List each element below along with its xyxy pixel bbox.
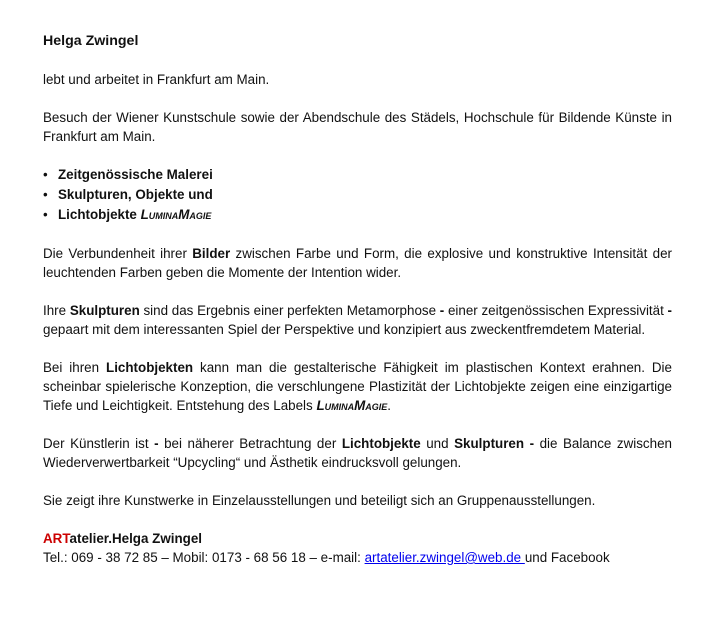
- brand-line: [43, 529, 672, 548]
- text-run: gepaart mit dem interessanten Spiel der Perspektive und konzipiert aus zweckentfremdetem Material.: [43, 322, 646, 337]
- balance-paragraph: [43, 434, 672, 472]
- education-paragraph: Besuch der Wiener Kunstschule sowie der Abendschule des Städels, Hochschule für Bildende Künste in Frankfurt am Main.: [43, 110, 672, 144]
- brand-red: ART: [43, 531, 70, 546]
- bold-dash: -: [154, 436, 159, 451]
- text-run: Bei ihren: [43, 360, 107, 375]
- bullet-icon: •: [43, 187, 48, 202]
- brand-name: atelier.Helga Zwingel: [69, 531, 202, 546]
- bold-term: Lichtobjekten: [106, 360, 194, 375]
- intro-paragraph: lebt und arbeitet in Frankfurt am Main.: [43, 72, 270, 87]
- bullet-list: [43, 165, 672, 225]
- text-run: und: [420, 436, 455, 451]
- exhibitions-paragraph: Sie zeigt ihre Kunstwerke in Einzelausstellungen und beteiligt sich an Gruppenausstellungen.: [43, 493, 596, 508]
- label-luminamagie: LuminaMagie: [140, 207, 212, 222]
- bold-term: Skulpturen: [454, 436, 525, 451]
- email-link[interactable]: artatelier.zwingel@web.de: [364, 550, 525, 565]
- list-item-text: Lichtobjekte: [58, 207, 141, 222]
- text-run: Die Verbundenheit ihrer: [43, 246, 193, 261]
- list-item: [43, 185, 672, 205]
- text-run: bei näherer Betrachtung der: [158, 436, 342, 451]
- text-run: zwischen Farbe und Form, die explosive und konstruktive Intensität der leuchtenden Farben geben die Momente der Intention wider.: [43, 246, 672, 280]
- footer: [43, 529, 672, 567]
- list-item: [43, 205, 672, 225]
- bold-term: Skulpturen: [69, 303, 140, 318]
- text-run: Ihre: [43, 303, 70, 318]
- text-run: .: [387, 398, 392, 413]
- label-luminamagie: LuminaMagie: [316, 398, 388, 413]
- contact-suffix: und Facebook: [524, 550, 610, 565]
- contact-text: Tel.: 069 - 38 72 85 – Mobil: 0173 - 68 56 18 – e-mail:: [43, 550, 365, 565]
- text-run: Der Künstlerin ist: [43, 436, 155, 451]
- sculptures-paragraph: [43, 301, 672, 339]
- document-page: [43, 32, 672, 567]
- list-item: [43, 165, 672, 185]
- page-title: Helga Zwingel: [43, 33, 139, 49]
- bold-dash: -: [529, 436, 535, 451]
- light-objects-paragraph: [43, 358, 672, 415]
- text-run: sind das Ergebnis einer perfekten Metamorphose: [139, 303, 440, 318]
- paintings-paragraph: [43, 244, 672, 282]
- list-item-text: Skulpturen, Objekte und: [58, 187, 213, 202]
- list-item-text: Zeitgenössische Malerei: [58, 167, 213, 182]
- bold-term: Lichtobjekte: [341, 436, 421, 451]
- contact-line: [43, 548, 672, 567]
- bullet-icon: •: [43, 207, 48, 222]
- bold-dash: -: [439, 303, 445, 318]
- text-run: einer zeitgenössischen Expressivität: [444, 303, 668, 318]
- bullet-icon: •: [43, 167, 48, 182]
- text-run: kann man die gestalterische Fähigkeit im plastischen Kontext erahnen. Die scheinbar spielerische Konzeption, die verschlungene Plastizität der Lichtobjekte zeigen eine einzigartige Tiefe und Leichtigkeit. Entstehung des Labels: [43, 360, 672, 413]
- bold-term: Bilder: [192, 246, 231, 261]
- text-run: die Balance zwischen Wiederverwertbarkeit “Upcycling“ und Ästhetik eindrucksvoll gelungen.: [43, 436, 672, 470]
- bold-dash: -: [667, 303, 673, 318]
